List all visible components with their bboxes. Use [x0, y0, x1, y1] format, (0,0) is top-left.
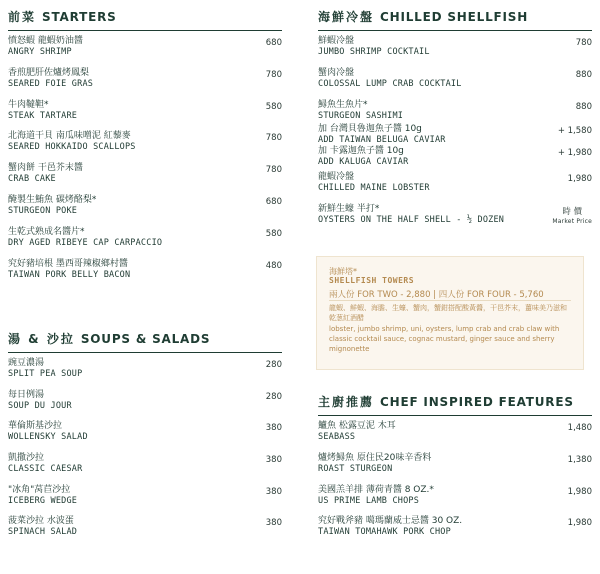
towers-title-zh: 海鮮塔* — [329, 267, 357, 276]
item-name-zh: 新鮮生蠔 半打* — [318, 204, 380, 214]
shellfish-towers-box — [316, 256, 584, 370]
item-name-zh: 華倫斯基沙拉 — [8, 421, 63, 431]
item-name-zh: 生乾式熟成名醬片* — [8, 227, 85, 237]
chef-heading — [318, 393, 592, 416]
item-price: 380 — [265, 487, 282, 497]
item-name-en: STURGEON SASHIMI — [318, 111, 404, 121]
menu-item — [8, 358, 282, 388]
item-price: 1,980 — [567, 487, 592, 497]
starters-heading-zh: 前菜 — [8, 10, 37, 24]
menu-item — [8, 100, 282, 130]
menu-item — [8, 195, 282, 225]
menu-item — [318, 485, 592, 515]
item-name-en: ICEBERG WEDGE — [8, 496, 78, 506]
item-name-zh: 究好戰斧豬 噶瑪蘭威士忌醬 30 OZ. — [318, 516, 463, 526]
item-name-zh: 菠菜沙拉 水波蛋 — [8, 516, 74, 526]
item-price: 280 — [265, 392, 282, 402]
item-name-en: CLASSIC CAESAR — [8, 464, 83, 474]
item-price: 780 — [575, 38, 592, 48]
item-name-zh: 美國羔羊排 薄荷青醬 8 OZ.* — [318, 485, 434, 495]
item-name-en: SEABASS — [318, 432, 356, 442]
menu-item — [8, 131, 282, 161]
menu-item — [318, 421, 592, 451]
item-name-zh: 牛肉韃靼* — [8, 100, 49, 110]
item-name-en: CHILLED MAINE LOBSTER — [318, 183, 430, 193]
item-price: 380 — [265, 518, 282, 528]
item-price: 680 — [265, 38, 282, 48]
towers-description-zh: 龍蝦、鮮蝦、海膽、生蠔、蟹肉，蟹鉗搭配酸黃醬，干邑芥末，薑味美乃滋和乾葱紅酒醋 — [329, 304, 567, 322]
market-price-zh: 時 價 — [562, 207, 583, 217]
addon-price: + 1,580 — [557, 126, 592, 136]
addon-name-en: ADD KALUGA CAVIAR — [318, 157, 409, 167]
menu-item — [318, 516, 592, 546]
menu-item — [318, 68, 592, 98]
item-name-zh: 每日例湯 — [8, 390, 45, 400]
item-name-en: SEARED FOIE GRAS — [8, 79, 94, 89]
item-name-en: OYSTERS ON THE HALF SHELL - ½ DOZEN — [318, 215, 505, 225]
item-price: 880 — [575, 70, 592, 80]
soups-heading-zh: 湯 & 沙拉 — [8, 332, 75, 346]
addon-name-en: ADD TAIWAN BELUGA CAVIAR — [318, 135, 446, 145]
menu-item — [8, 36, 282, 66]
market-price-label: Market Price — [552, 218, 592, 225]
towers-price: 兩人份 FOR TWO - 2,880 | 四人份 FOR FOUR - 5,760 — [329, 290, 544, 300]
item-price: 580 — [265, 102, 282, 112]
starters-heading — [8, 8, 282, 31]
menu-item — [318, 36, 592, 66]
menu-item — [318, 453, 592, 483]
item-price: 1,980 — [567, 518, 592, 528]
item-name-en: COLOSSAL LUMP CRAB COCKTAIL — [318, 79, 462, 89]
item-price: 1,480 — [567, 423, 592, 433]
item-name-en: DRY AGED RIBEYE CAP CARPACCIO — [8, 238, 163, 248]
towers-divider — [329, 300, 571, 301]
menu-item — [318, 172, 592, 202]
item-name-zh: 醃製生鮪魚 碳烤酪梨* — [8, 195, 97, 205]
shellfish-heading — [318, 8, 592, 31]
item-name-zh: 蟹肉餅 干邑芥末醬 — [8, 163, 83, 173]
towers-description-en: lobster, jumbo shrimp, uni, oysters, lump crab and crab claw with classic cocktail sauce, cognac mustard, ginger sauce and sherry mignonette — [329, 325, 560, 353]
item-name-en: JUMBO SHRIMP COCKTAIL — [318, 47, 430, 57]
item-name-en: TAIWAN TOMAHAWK PORK CHOP — [318, 527, 451, 537]
item-price: 1,980 — [567, 174, 592, 184]
item-name-en: WOLLENSKY SALAD — [8, 432, 88, 442]
item-name-en: SPLIT PEA SOUP — [8, 369, 83, 379]
item-name-en: TAIWAN PORK BELLY BACON — [8, 270, 131, 280]
item-name-zh: 龍蝦冷盤 — [318, 172, 355, 182]
item-price: 780 — [265, 70, 282, 80]
chef-heading-zh: 主廚推薦 — [318, 395, 375, 409]
item-name-zh: 豌豆濃湯 — [8, 358, 45, 368]
item-name-zh: 究好豬培根 墨西哥辣椒鄉村醬 — [8, 259, 128, 269]
item-price: 680 — [265, 197, 282, 207]
item-price: 780 — [265, 133, 282, 143]
item-name-en: ROAST STURGEON — [318, 464, 393, 474]
item-price: 1,380 — [567, 455, 592, 465]
chef-heading-en: CHEF INSPIRED FEATURES — [380, 395, 574, 409]
item-price: 580 — [265, 229, 282, 239]
menu-item — [8, 390, 282, 420]
item-price: 280 — [265, 360, 282, 370]
item-price: 480 — [265, 261, 282, 271]
menu-item — [8, 227, 282, 257]
soups-heading — [8, 330, 282, 353]
item-name-zh: 香煎肥肝佐爐烤鳳梨 — [8, 68, 90, 78]
shellfish-heading-en: CHILLED SHELLFISH — [380, 10, 529, 24]
menu-item — [8, 259, 282, 289]
addon-price: + 1,980 — [557, 148, 592, 158]
item-name-en: STEAK TARTARE — [8, 111, 78, 121]
item-name-zh: 鱸魚 松露豆泥 木耳 — [318, 421, 396, 431]
item-name-zh: 憤怒蝦 龍蝦奶油醬 — [8, 36, 83, 46]
item-name-en: SEARED HOKKAIDO SCALLOPS — [8, 142, 136, 152]
soups-heading-en: SOUPS & SALADS — [80, 332, 211, 346]
item-name-en: US PRIME LAMB CHOPS — [318, 496, 420, 506]
item-price: 380 — [265, 423, 282, 433]
menu-item — [8, 516, 282, 546]
item-name-zh: 爐烤鱘魚 原住民20味辛香料 — [318, 453, 432, 463]
shellfish-heading-zh: 海鮮冷盤 — [318, 10, 375, 24]
item-name-en: ANGRY SHRIMP — [8, 47, 72, 57]
item-name-zh: 北海道干貝 南瓜味噌泥 紅藜麥 — [8, 131, 131, 141]
item-name-zh: 鮮蝦冷盤 — [318, 36, 355, 46]
item-name-zh: "冰角"莴苣沙拉 — [8, 485, 71, 495]
item-price: 880 — [575, 102, 592, 112]
item-name-en: SPINACH SALAD — [8, 527, 78, 537]
item-price: 380 — [265, 455, 282, 465]
item-name-zh: 鱘魚生魚片* — [318, 100, 368, 110]
menu-item — [8, 163, 282, 193]
item-price — [552, 205, 592, 225]
addon-name-zh: 加 台灣貝魯迦魚子醬 10g — [318, 124, 422, 134]
item-name-en: STURGEON POKE — [8, 206, 78, 216]
starters-heading-en: STARTERS — [42, 10, 117, 24]
towers-title-en: SHELLFISH TOWERS — [329, 276, 415, 285]
item-name-en: SOUP DU JOUR — [8, 401, 72, 411]
menu-item — [8, 453, 282, 483]
menu-item — [8, 421, 282, 451]
item-name-zh: 蟹肉冷盤 — [318, 68, 355, 78]
menu-item — [8, 485, 282, 515]
addon-name-zh: 加 卡露迦魚子醬 10g — [318, 146, 404, 156]
menu-item — [318, 204, 592, 234]
item-name-zh: 凱撒沙拉 — [8, 453, 45, 463]
item-price: 780 — [265, 165, 282, 175]
menu-item — [8, 68, 282, 98]
item-name-en: CRAB CAKE — [8, 174, 56, 184]
